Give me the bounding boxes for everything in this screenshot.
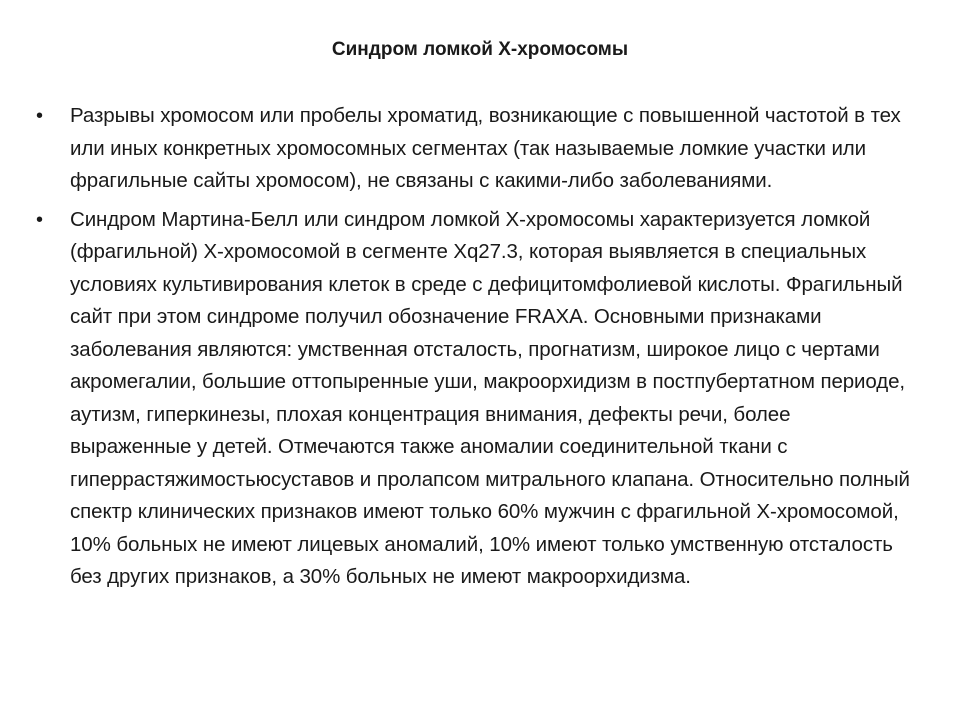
bullet-text-1: Разрывы хромосом или пробелы хроматид, возникающие с повышенной частотой в тех или иных конкретных хромосомных сегментах (так называемые ломкие участки или фрагильные сайты хромосом), не связаны с какими-либо заболеваниями. <box>70 104 901 192</box>
slide-title: Синдром ломкой Х-хромосомы <box>331 39 629 60</box>
bullet-item-1 <box>36 100 916 198</box>
bullet-item-2 <box>36 204 916 594</box>
bullet-dot-icon: • <box>36 208 43 231</box>
bullet-dot-icon: • <box>36 105 43 127</box>
bullet-text-2: Синдром Мартина-Белл или синдром ломкой Х-хромосомы характеризуется ломкой (фрагильной) Х-хромосомой в сегменте Хq27.3, которая выявляется в специальных условиях культивирования клеток в среде с дефицитомфолиевой кислоты. Фрагильный сайт при этом синдроме получил обозначение FRAXA. Основными признаками заболевания являются: умственная отсталость, прогнатизм, широкое лицо с чертами акромегалии, большие оттопыренные уши, макроорхидизм в постпубертатном периоде, аутизм, гиперкинезы, плохая концентрация внимания, дефекты речи, более выраженные у детей. Отмечаются также аномалии соединительной ткани с гиперрастяжимостьюсуставов и пролапсом митрального клапана. Относительно полный спектр клинических признаков имеют только 60% мужчин с фрагильной Х-хромосомой, 10% больных не имеют лицевых аномалий, 10% имеют только умственную отсталость без других признаков, а 30% больных не имеют макроорхидизма. <box>70 207 910 588</box>
bullet-list <box>36 100 916 594</box>
